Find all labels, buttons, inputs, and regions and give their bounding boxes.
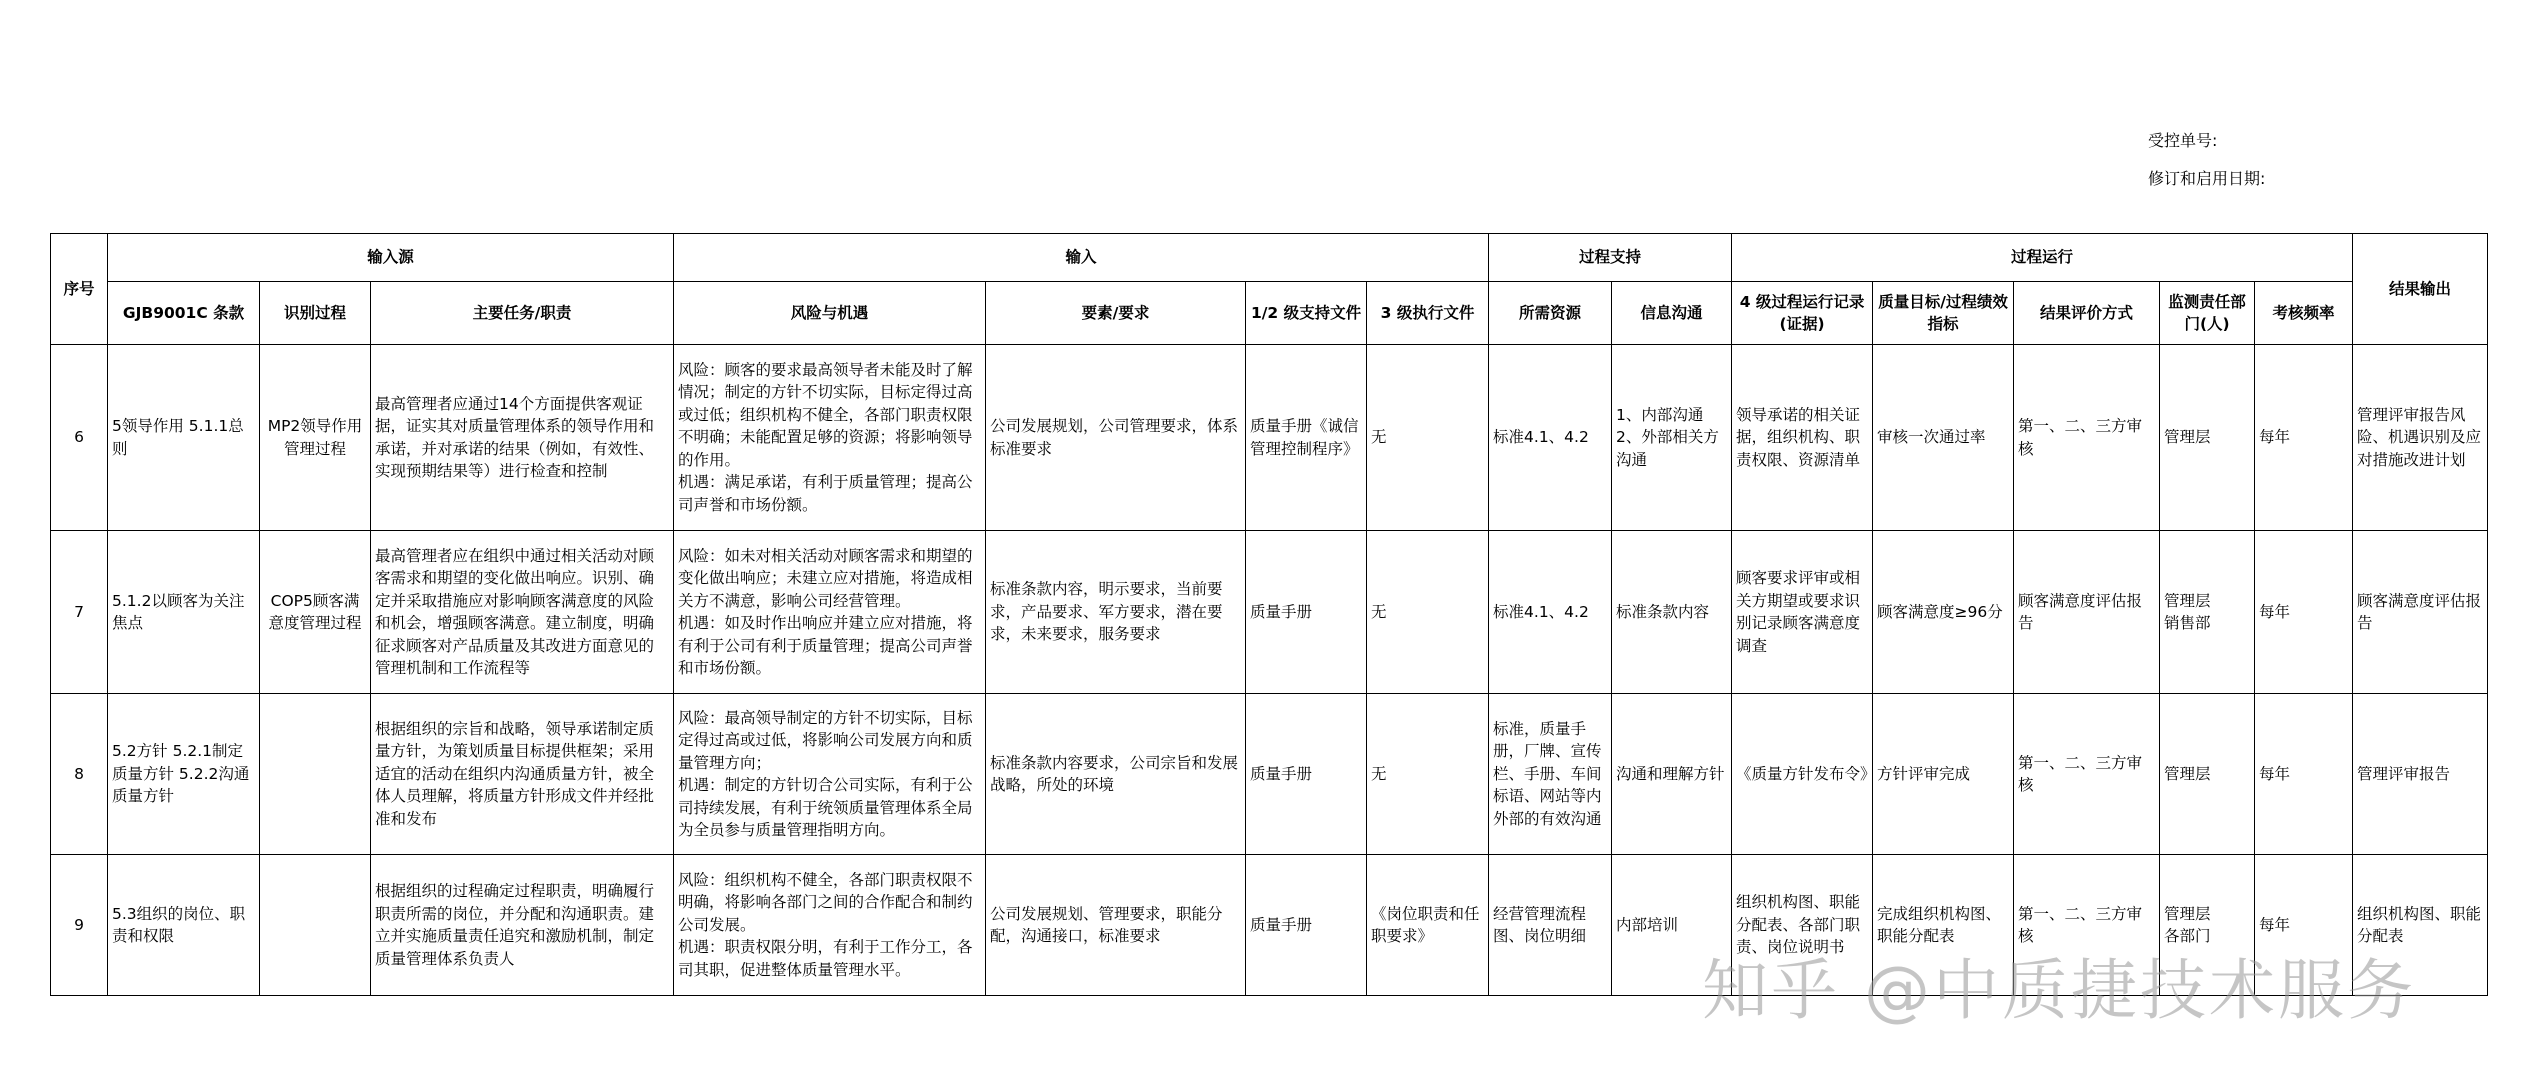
output-text: 顾客满意度评估报告 (2357, 591, 2482, 632)
requirements-text: 公司发展规划、管理要求，职能分配，沟通接口，标准要求 (990, 904, 1223, 945)
header-frequency: 考核频率 (2255, 282, 2353, 345)
risk-text: 风险：组织机构不健全，各部门职责权限不明确，将影响各部门之间的合作配合和制约公司发展。 机遇：职责权限分明，有利于工作分工，各司其职，促进整体质量管理水平。 (678, 870, 973, 979)
evaluation-cell (2014, 345, 2160, 531)
resources-cell (1489, 345, 1612, 531)
task-cell (371, 694, 674, 855)
communication-text: 标准条款内容 (1616, 602, 1710, 621)
evaluation-cell (2014, 531, 2160, 694)
resources-text: 经营管理流程图、岗位明细 (1493, 904, 1587, 945)
process-cell (260, 694, 371, 855)
process-text: MP2领导作用管理过程 (267, 417, 363, 458)
resources-cell (1489, 694, 1612, 855)
revision-date-label: 修订和启用日期: (2148, 169, 2266, 188)
support-doc-cell (1246, 531, 1367, 694)
header-resources: 所需资源 (1489, 282, 1612, 345)
process-text: COP5顾客满意度管理过程 (268, 591, 362, 632)
task-text: 最高管理者应在组织中通过相关活动对顾客需求和期望的变化做出响应。识别、确定并采取措施应对影响顾客满意度的风险和机会，增强顾客满意。建立制度，明确征求顾客对产品质量及其改进方面意见的管理机制和工作流程等 (375, 546, 655, 677)
support-doc-text: 质量手册 (1250, 764, 1313, 783)
header-support-doc: 1/2 级支持文件 (1246, 282, 1367, 345)
exec-doc-cell (1367, 531, 1489, 694)
risk-cell (674, 694, 986, 855)
frequency-text: 每年 (2259, 428, 2291, 447)
dept-text: 管理层 (2164, 428, 2211, 447)
table-row (51, 694, 2488, 855)
table-row (51, 345, 2488, 531)
header-risk: 风险与机遇 (674, 282, 986, 345)
header-input: 输入 (674, 234, 1489, 282)
requirements-cell (986, 345, 1246, 531)
exec-doc-text: 《岗位职责和任职要求》 (1371, 904, 1480, 945)
frequency-text: 每年 (2259, 602, 2291, 621)
clause-cell (108, 345, 260, 531)
control-number-label: 受控单号: (2148, 131, 2218, 150)
evaluation-cell (2014, 694, 2160, 855)
resources-text: 标准，质量手册，厂牌、宣传栏、手册、车间标语、网站等内外部的有效沟通 (1493, 719, 1602, 828)
evaluation-text: 第一、二、三方审核 (2018, 417, 2143, 458)
task-cell (371, 531, 674, 694)
support-doc-text: 质量手册 (1250, 915, 1313, 934)
header-clause: GJB9001C 条款 (108, 282, 260, 345)
dept-text: 管理层 (2164, 764, 2211, 783)
resources-text: 标准4.1、4.2 (1493, 602, 1589, 621)
dept-cell (2160, 694, 2255, 855)
header-records: 4 级过程运行记录(证据) (1732, 282, 1873, 345)
header-process-operation: 过程运行 (1732, 234, 2353, 282)
requirements-text: 标准条款内容，明示要求，当前要求，产品要求、军方要求，潜在要求，未来要求，服务要求 (990, 580, 1223, 644)
table-row (51, 531, 2488, 694)
kpi-cell (1873, 694, 2014, 855)
evaluation-text: 第一、二、三方审核 (2018, 904, 2143, 945)
dept-text: 管理层 销售部 (2164, 591, 2211, 632)
support-doc-cell (1246, 855, 1367, 996)
risk-cell (674, 531, 986, 694)
kpi-text: 完成组织机构图、职能分配表 (1877, 904, 2002, 945)
requirements-cell (986, 531, 1246, 694)
dept-cell (2160, 531, 2255, 694)
header-requirements: 要素/要求 (986, 282, 1246, 345)
output-cell (2353, 531, 2488, 694)
clause-text: 5.3组织的岗位、职责和权限 (112, 904, 246, 945)
header-input-source: 输入源 (108, 234, 674, 282)
risk-cell (674, 855, 986, 996)
exec-doc-cell (1367, 855, 1489, 996)
task-text: 最高管理者应通过14个方面提供客观证据，证实其对质量管理体系的领导作用和承诺，并对承诺的结果（例如，有效性、实现预期结果等）进行检查和控制 (375, 394, 655, 480)
output-text: 组织机构图、职能分配表 (2357, 904, 2482, 945)
kpi-cell (1873, 531, 2014, 694)
records-text: 组织机构图、职能分配表、各部门职责、岗位说明书 (1736, 893, 1861, 957)
exec-doc-cell (1367, 345, 1489, 531)
kpi-cell (1873, 345, 2014, 531)
requirements-text: 公司发展规划，公司管理要求，体系标准要求 (990, 417, 1239, 458)
output-text: 管理评审报告风险、机遇识别及应对措施改进计划 (2357, 405, 2482, 469)
resources-cell (1489, 531, 1612, 694)
exec-doc-text: 无 (1371, 764, 1387, 783)
row-number: 9 (51, 855, 108, 996)
records-text: 领导承诺的相关证据，组织机构、职责权限、资源清单 (1736, 405, 1861, 469)
header-evaluation: 结果评价方式 (2014, 282, 2160, 345)
dept-cell (2160, 345, 2255, 531)
clause-cell (108, 694, 260, 855)
output-text: 管理评审报告 (2357, 764, 2451, 783)
header-process: 识别过程 (260, 282, 371, 345)
clause-text: 5.1.2以顾客为关注焦点 (112, 591, 245, 632)
requirements-text: 标准条款内容要求，公司宗旨和发展战略，所处的环境 (990, 753, 1239, 794)
communication-text: 沟通和理解方针 (1616, 764, 1725, 783)
header-kpi: 质量目标/过程绩效指标 (1873, 282, 2014, 345)
task-text: 根据组织的过程确定过程职责，明确履行职责所需的岗位，并分配和沟通职责。建立并实施质量责任追究和激励机制，制定质量管理体系负责人 (375, 882, 655, 968)
header-dept: 监测责任部门(人) (2160, 282, 2255, 345)
kpi-text: 审核一次通过率 (1877, 428, 1986, 447)
task-cell (371, 855, 674, 996)
records-cell (1732, 531, 1873, 694)
exec-doc-text: 无 (1371, 602, 1387, 621)
header-seq: 序号 (51, 234, 108, 345)
clause-text: 5.2方针 5.2.1制定质量方针 5.2.2沟通质量方针 (112, 742, 250, 806)
communication-cell (1612, 694, 1732, 855)
frequency-text: 每年 (2259, 764, 2291, 783)
kpi-text: 方针评审完成 (1877, 764, 1971, 783)
exec-doc-cell (1367, 694, 1489, 855)
frequency-cell (2255, 531, 2353, 694)
support-doc-cell (1246, 345, 1367, 531)
header-task: 主要任务/职责 (371, 282, 674, 345)
kpi-text: 顾客满意度≥96分 (1877, 602, 2003, 621)
task-text: 根据组织的宗旨和战略，领导承诺制定质量方针，为策划质量目标提供框架；采用适宜的活动在组织内沟通质量方针，被全体人员理解，将质量方针形成文件并经批准和发布 (375, 719, 655, 828)
support-doc-cell (1246, 694, 1367, 855)
task-cell (371, 345, 674, 531)
process-cell (260, 855, 371, 996)
risk-text: 风险：顾客的要求最高领导者未能及时了解情况；制定的方针不切实际，目标定得过高或过低；组织机构不健全，各部门职责权限不明确；未能配置足够的资源；将影响领导的作用。 机遇：满足承诺，有利于质量管理；提高公司声誉和市场份额。 (678, 360, 973, 514)
process-cell (260, 531, 371, 694)
risk-cell (674, 345, 986, 531)
requirements-cell (986, 855, 1246, 996)
row-number: 8 (51, 694, 108, 855)
header-process-support: 过程支持 (1489, 234, 1732, 282)
records-cell (1732, 694, 1876, 855)
records-text: 顾客要求评审或相关方期望或要求识别记录顾客满意度调查 (1736, 569, 1861, 655)
communication-text: 1、内部沟通 2、外部相关方沟通 (1616, 405, 1719, 469)
watermark: 知乎 @中质捷技术服务 (1702, 952, 2416, 1029)
header-result-output: 结果输出 (2353, 234, 2488, 345)
communication-text: 内部培训 (1616, 915, 1679, 934)
header-exec-doc: 3 级执行文件 (1367, 282, 1489, 345)
evaluation-text: 第一、二、三方审核 (2018, 753, 2143, 794)
resources-cell (1489, 855, 1612, 996)
risk-text: 风险：如未对相关活动对顾客需求和期望的变化做出响应；未建立应对措施，将造成相关方不满意，影响公司经营管理。 机遇：如及时作出响应并建立应对措施，将有利于公司有利于质量管理；提高公司声誉和市场份额。 (678, 546, 973, 677)
clause-cell (108, 855, 260, 996)
clause-text: 5领导作用 5.1.1总则 (112, 417, 244, 458)
process-cell (260, 345, 371, 531)
dept-text: 管理层 各部门 (2164, 904, 2211, 945)
support-doc-text: 质量手册 (1250, 602, 1313, 621)
communication-cell (1612, 345, 1732, 531)
support-doc-text: 质量手册《诚信管理控制程序》 (1250, 417, 1359, 458)
frequency-text: 每年 (2259, 915, 2291, 934)
header-communication: 信息沟通 (1612, 282, 1732, 345)
communication-cell (1612, 531, 1732, 694)
clause-cell (108, 531, 260, 694)
row-number: 7 (51, 531, 108, 694)
output-cell (2353, 694, 2488, 855)
records-text: 《质量方针发布令》 (1736, 764, 1876, 783)
row-number: 6 (51, 345, 108, 531)
exec-doc-text: 无 (1371, 428, 1387, 447)
process-table (50, 233, 2488, 996)
frequency-cell (2255, 345, 2353, 531)
records-cell (1732, 345, 1873, 531)
resources-text: 标准4.1、4.2 (1493, 428, 1589, 447)
output-cell (2353, 345, 2488, 531)
frequency-cell (2255, 694, 2353, 855)
risk-text: 风险：最高领导制定的方针不切实际，目标定得过高或过低，将影响公司发展方向和质量管理方向； 机遇：制定的方针切合公司实际，有利于公司持续发展，有利于统领质量管理体系全局为全员参与质量管理指明方向。 (678, 708, 973, 839)
requirements-cell (986, 694, 1246, 855)
evaluation-text: 顾客满意度评估报告 (2018, 591, 2143, 632)
